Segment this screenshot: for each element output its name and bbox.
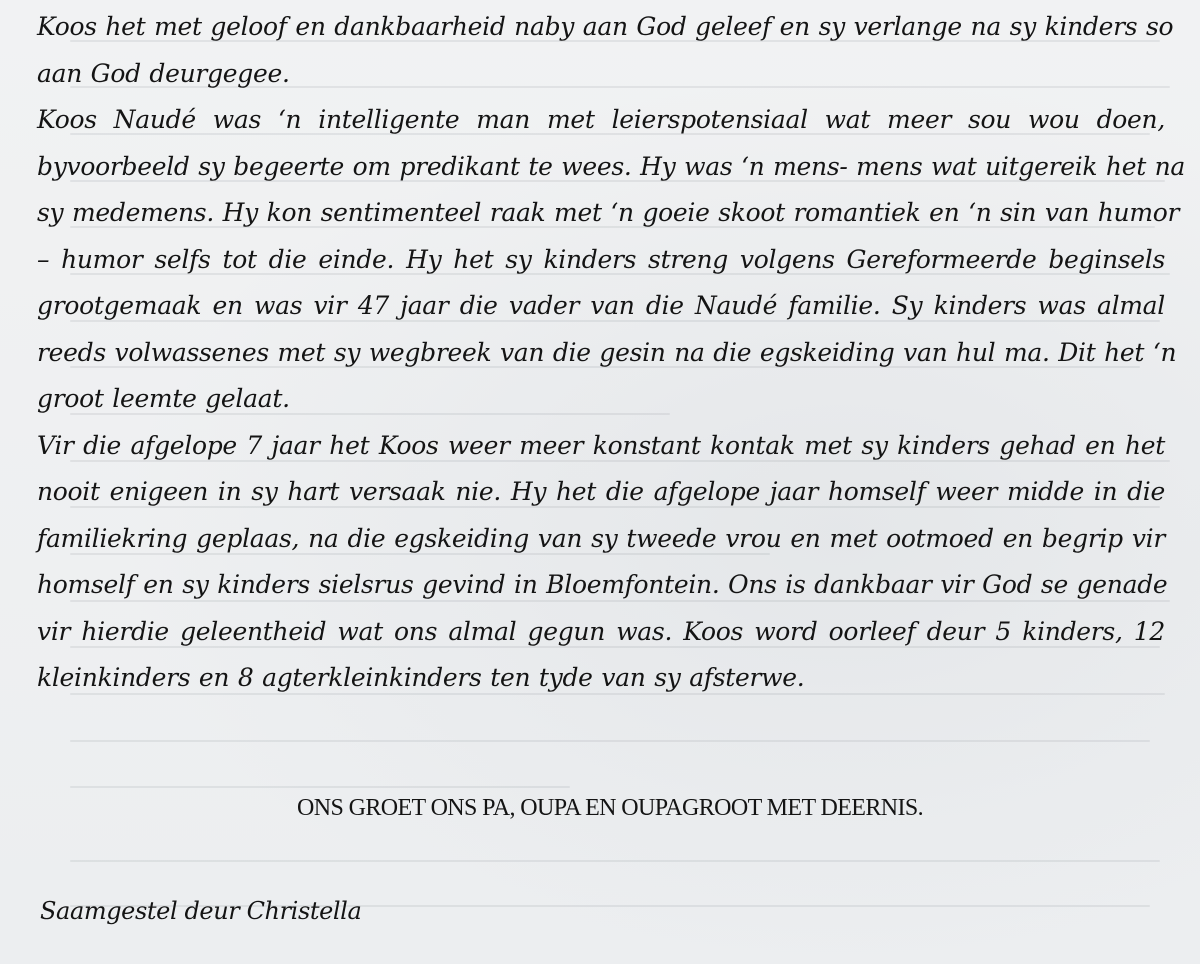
text-line: Vir die afgelope 7 jaar het Koos weer meer konstant kontak met sy kinders gehad en het [37,430,1165,460]
text-line: reeds volwassenes met sy wegbreek van die gesin na die egskeiding van hul ma. Dit het ‘n [37,337,1177,367]
text-line: aan God deurgegee. [37,58,290,88]
text-line: familiekring geplaas, na die egskeiding van sy tweede vrou en met ootmoed en begrip vir [37,523,1165,553]
signature: Saamgestel deur Christella [40,897,362,925]
text-line: byvoorbeeld sy begeerte om predikant te wees. Hy was ‘n mens- mens wat uitgereik het na [37,151,1185,181]
text-line: homself en sy kinders sielsrus gevind in Bloemfontein. Ons is dankbaar vir God se genade [37,570,1168,599]
body-text [37,4,1185,702]
text-line: kleinkinders en 8 agterkleinkinders ten tyde van sy afsterwe. [37,663,805,692]
text-line: groot leemte gelaat. [37,384,290,413]
text-line: sy medemens. Hy kon sentimenteel raak met ‘n goeie skoot romantiek en ‘n sin van humor [37,198,1180,227]
paragraph-2 [37,97,1185,423]
paragraph-3 [37,423,1168,702]
paragraph-1 [37,4,1174,97]
closing-heading-text: ONS GROET ONS PA, OUPA EN OUPAGROOT MET DEERNIS. [297,795,923,821]
text-line: Koos het met geloof en dankbaarheid naby aan God geleef en sy verlange na sy kinders so [37,12,1174,41]
text-line: grootgemaak en was vir 47 jaar die vader van die Naudé familie. Sy kinders was almal [37,291,1165,320]
text-line: Koos Naudé was ‘n intelligente man met leierspotensiaal wat meer sou wou doen, [37,105,1165,134]
text-line: – humor selfs tot die einde. Hy het sy kinders streng volgens Gereformeerde beginsels [37,244,1165,274]
text-line: nooit enigeen in sy hart versaak nie. Hy het die afgelope jaar homself weer midde in die [37,477,1165,506]
text-line: vir hierdie geleentheid wat ons almal gegun was. Koos word oorleef deur 5 kinders, 12 [37,616,1165,646]
closing-heading [0,795,1200,822]
